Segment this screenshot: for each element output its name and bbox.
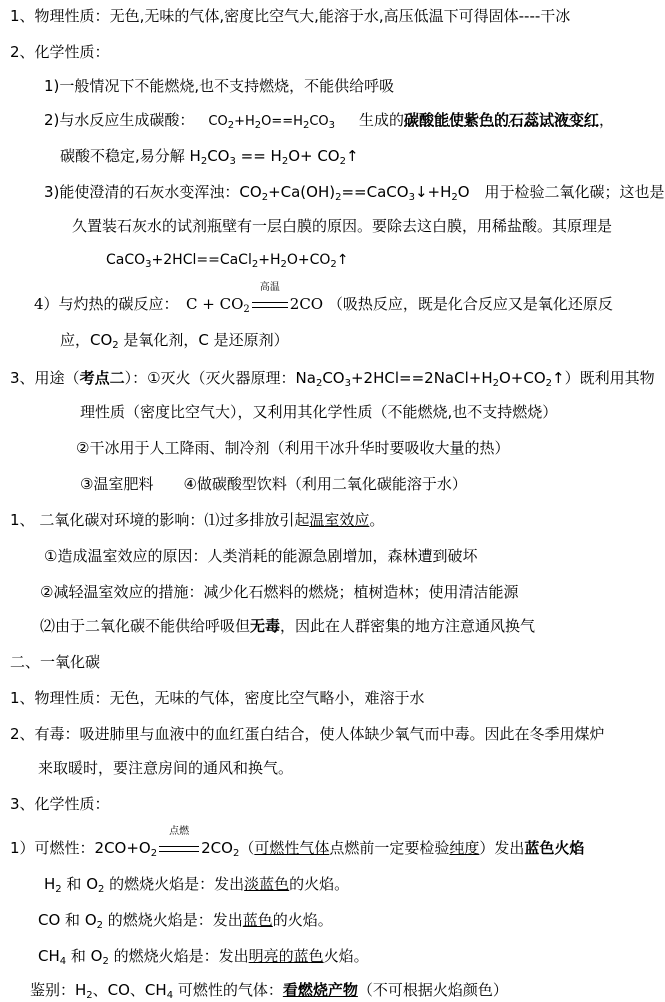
co2-use-fertilizer: ③温室肥料 ④做碳酸型饮料（利用二氧化碳能溶于水） (80, 475, 467, 493)
co2-env-measures: ②减轻温室效应的措施：减少化石燃料的燃烧；植树造林；使用清洁能源 (40, 583, 519, 601)
co2-chem-item-4-cont: 应，$CO_2$ 是氧化剂，C 是还原剂） (60, 331, 289, 351)
high-temp-condition: 高温 (252, 294, 288, 314)
co2-chem-item-3: 3)能使澄清的石灰水变浑浊：$CO_2+Ca(OH)_2==CaCO_3↓+H_2O$ 用于检验二氧化碳；这也是 (44, 183, 665, 203)
co-physical-properties: 1、物理性质：无色，无味的气体，密度比空气略小，难溶于水 (10, 689, 425, 707)
co2-environment: 1、 二氧化碳对环境的影响：⑴过多排放引起温室效应。 (10, 511, 385, 529)
co2-chem-item-4: 4）与灼热的碳反应： $C + CO_2$ 高温 2CO （吸热反应，既是化合反应又是氧化还原反 (34, 282, 613, 315)
co2-physical-properties: 1、物理性质：无色,无味的气体,密度比空气大,能溶于水,高压低温下可得固体----干冰 (10, 7, 571, 25)
co2-uses: 3、用途（考点二）：①灭火（灭火器原理：$Na_2CO_3+2HCl==2NaCl+H_2O+CO_2↑$）既利用其物 (10, 369, 655, 389)
co2-chem-item-2: 2)与水反应生成碳酸： $CO_2+H_2O==H_2CO_3$ 生成的碳酸能使紫色的石蕊试液变红， (44, 111, 615, 131)
co2-use-dry-ice: ②干冰用于人工降雨、制冷剂（利用干冰升华时要吸收大量的热） (76, 439, 510, 457)
co2-chem-item-3-cont: 久置装石灰水的试剂瓶壁有一层白膜的原因。要除去这白膜，用稀盐酸。其原理是 (72, 217, 613, 235)
co-combustibility: 1）可燃性：$2CO+O_2$ 点燃 $2CO_2$（可燃性气体点燃前一定要检验纯度）发出蓝色火焰 (10, 826, 585, 859)
co-chemical-properties-heading: 3、化学性质： (10, 795, 110, 813)
ignite-condition: 点燃 (159, 838, 199, 858)
co2-uses-cont: 理性质（密度比空气大），又利用其化学性质（不能燃烧,也不支持燃烧） (80, 403, 558, 421)
co-toxicity: 2、有毒：吸进肺里与血液中的血红蛋白结合，使人体缺少氧气而中毒。因此在冬季用煤炉 (10, 725, 605, 743)
h2-flame: $H_2$ 和 $O_2$ 的燃烧火焰是：发出淡蓝色的火焰。 (44, 875, 350, 895)
co2-chemical-properties-heading: 2、化学性质： (10, 43, 110, 61)
gas-identification: 鉴别：$H_2$、CO、$CH_4$ 可燃性的气体：看燃烧产物（不可根据火焰颜色） (30, 981, 508, 1001)
co-toxicity-cont: 来取暖时，要注意房间的通风和换气。 (38, 759, 294, 777)
co2-caco3-equation: $CaCO_3+2HCl==CaCl_2+H_2O+CO_2↑$ (106, 252, 349, 270)
ch4-flame: $CH_4$ 和 $O_2$ 的燃烧火焰是：发出明亮的蓝色火焰。 (38, 947, 369, 967)
co2-env-nontoxic: ⑵由于二氧化碳不能供给呼吸但无毒，因此在人群密集的地方注意通风换气 (40, 617, 536, 635)
carbonic-acid-highlight: 碳酸能使紫色的石蕊试液变红 (404, 111, 600, 129)
co2-env-cause: ①造成温室效应的原因：人类消耗的能源急剧增加，森林遭到破坏 (44, 547, 478, 565)
co-flame: CO 和 $O_2$ 的燃烧火焰是：发出蓝色的火焰。 (38, 911, 333, 931)
co-heading: 二、一氧化碳 (10, 653, 101, 671)
co2-chem-item-1: 1)一般情况下不能燃烧,也不支持燃烧，不能供给呼吸 (44, 77, 395, 95)
co2-carbonic-decompose: 碳酸不稳定,易分解 $H_2CO_3 == H_2O+$ $CO_2↑$ (60, 147, 359, 167)
